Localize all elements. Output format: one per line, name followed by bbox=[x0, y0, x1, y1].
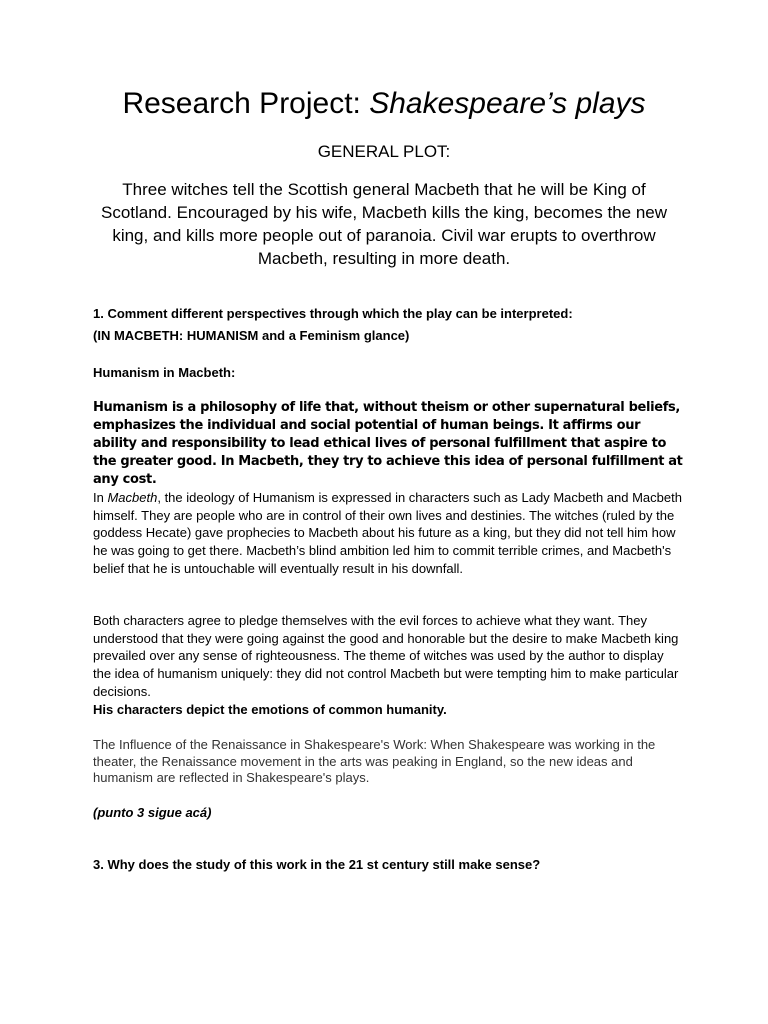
paragraph-evil-forces bbox=[93, 612, 683, 718]
paragraph-1-in: In bbox=[93, 490, 108, 505]
question-3: 3. Why does the study of this work in the 21 st century still make sense? bbox=[93, 857, 541, 872]
humanism-definition: Humanism is a philosophy of life that, without theism or other supernatural beliefs, emphasizes the individual and social potential of human beings. It affirms our ability and responsibility to lead ethical lives of personal fulfillment that aspire to the greater good. In Macbeth, they try to achieve this idea of personal fulfillment at any cost. bbox=[93, 400, 683, 487]
paragraph-2-bold: His characters depict the emotions of common humanity. bbox=[93, 701, 447, 717]
question-1-subtitle: (IN MACBETH: HUMANISM and a Feminism glance) bbox=[93, 328, 410, 343]
page-title bbox=[0, 84, 768, 124]
section-heading-general-plot: GENERAL PLOT: bbox=[317, 142, 451, 161]
paragraph-2-text: Both characters agree to pledge themselves with the evil forces to achieve what they want. They understood that they were going against the good and honorable but the desire to make Macbeth king prevailed over any sense of righteousness. The theme of witches was used by the author to display the idea of humanism uniquely: they did not control Macbeth but were tempting him to make particular decisions. bbox=[93, 613, 679, 699]
macbeth-italic: Macbeth bbox=[107, 490, 158, 505]
question-1-text: 1. Comment different perspectives through which the play can be interpreted: bbox=[93, 306, 573, 321]
plot-summary: Three witches tell the Scottish general Macbeth that he will be King of Scotland. Encouraged by his wife, Macbeth kills the king, becomes the new king, and kills more people out of paranoia. Civil war erupts to overthrow Macbeth, resulting in more death. bbox=[100, 180, 668, 268]
paragraph-humanism-ideology bbox=[93, 489, 683, 578]
note-punto-3: (punto 3 sigue acá) bbox=[93, 805, 212, 820]
paragraph-1-rest: , the ideology of Humanism is expressed in characters such as Lady Macbeth and Macbeth himself. They are people who are in control of their own lives and destinies. The witches (ruled by the goddess Hecate) gave prophecies to Macbeth about his future as a king, but they did not tell him how he was going to get there. Macbeth’s blind ambition led him to commit terrible crimes, and Macbeth's belief that he is untouchable will eventually result in his downfall. bbox=[93, 490, 682, 576]
question-1 bbox=[93, 303, 683, 347]
paragraph-renaissance-influence: The Influence of the Renaissance in Shakespeare's Work: When Shakespeare was working in the theater, the Renaissance movement in the arts was peaking in England, so the new ideas and humanism are reflected in Shakespeare's plays. bbox=[93, 737, 656, 785]
humanism-heading: Humanism in Macbeth: bbox=[93, 365, 236, 380]
title-italic: Shakespeare’s plays bbox=[369, 87, 646, 120]
title-plain: Research Project: bbox=[122, 87, 370, 120]
